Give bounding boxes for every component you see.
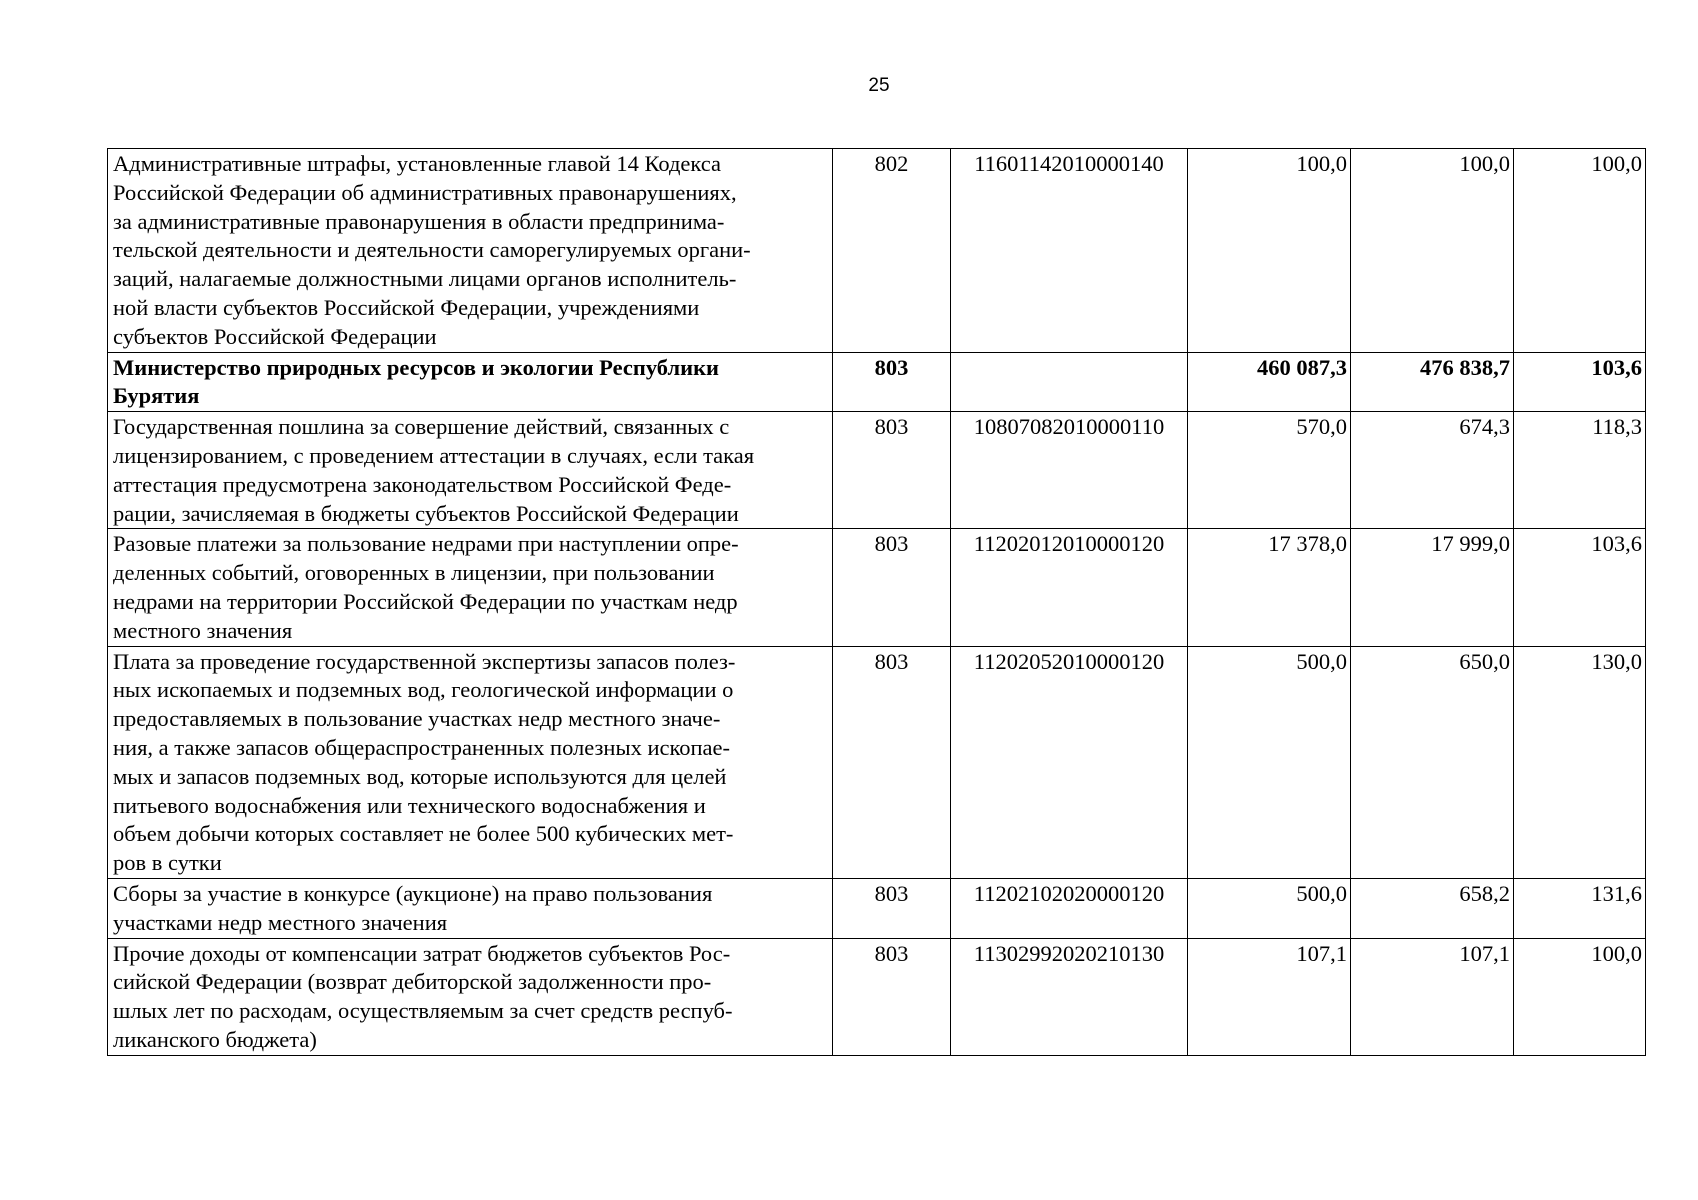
budget-classification-code-cell: 11302992020210130 <box>951 938 1188 1055</box>
revenue-name-cell <box>108 352 833 412</box>
revenue-name-line: лицензированием, с проведением аттестации в случаях, если такая <box>113 442 755 468</box>
revenue-name-line: Российской Федерации об административных правонарушениях, <box>113 179 737 205</box>
revenue-name-line: предоставляемых в пользование участках недр местного значе- <box>113 706 721 732</box>
revenue-name-line: Сборы за участие в конкурсе (аукционе) на право пользования <box>113 880 713 906</box>
revenue-name-line: ных ископаемых и подземных вод, геологической информации о <box>113 677 734 703</box>
percent-cell: 100,0 <box>1514 149 1646 353</box>
planned-amount-cell: 500,0 <box>1188 878 1351 938</box>
revenue-name-line: аттестация предусмотрена законодательством Российской Феде- <box>113 471 732 497</box>
revenue-name-cell <box>108 938 833 1055</box>
budget-classification-code-cell: 11601142010000140 <box>951 149 1188 353</box>
administrator-code-cell: 803 <box>833 352 951 412</box>
revenue-name-line: за административные правонарушения в области предпринима- <box>113 208 725 234</box>
revenue-name-line: Плата за проведение государственной экспертизы запасов полез- <box>113 648 736 674</box>
actual-amount-cell: 100,0 <box>1351 149 1514 353</box>
planned-amount-cell: 500,0 <box>1188 646 1351 878</box>
revenue-name-line: рации, зачисляемая в бюджеты субъектов Российской Федерации <box>113 500 739 526</box>
revenue-name-line: Прочие доходы от компенсации затрат бюджетов субъектов Рос- <box>113 940 731 966</box>
revenue-name-line: шлых лет по расходам, осуществляемым за счет средств респуб- <box>113 998 733 1024</box>
table-row <box>108 529 1646 646</box>
budget-classification-code-cell: 11202102020000120 <box>951 878 1188 938</box>
revenue-name-line: участками недр местного значения <box>113 909 448 935</box>
actual-amount-cell: 658,2 <box>1351 878 1514 938</box>
revenue-name-line: тельской деятельности и деятельности саморегулируемых органи- <box>113 237 751 263</box>
revenue-name-line: ликанского бюджета) <box>113 1026 317 1052</box>
revenue-name-line: питьевого водоснабжения или технического водоснабжения и <box>113 792 706 818</box>
revenue-name-line: Административные штрафы, установленные главой 14 Кодекса <box>113 151 722 176</box>
budget-classification-code-cell: 11202012010000120 <box>951 529 1188 646</box>
revenue-name-line: Бурятия <box>113 383 200 409</box>
revenue-name-cell <box>108 529 833 646</box>
revenue-name-line: деленных событий, оговоренных в лицензии, при пользовании <box>113 560 715 586</box>
revenue-name-line: ров в сутки <box>113 850 222 876</box>
percent-cell: 130,0 <box>1514 646 1646 878</box>
table-row <box>108 412 1646 529</box>
actual-amount-cell: 476 838,7 <box>1351 352 1514 412</box>
planned-amount-cell: 570,0 <box>1188 412 1351 529</box>
revenue-table <box>107 148 1646 1056</box>
actual-amount-cell: 17 999,0 <box>1351 529 1514 646</box>
table-body <box>108 149 1646 1056</box>
administrator-code-cell: 803 <box>833 412 951 529</box>
revenue-name-line: недрами на территории Российской Федерации по участкам недр <box>113 588 738 614</box>
percent-cell: 100,0 <box>1514 938 1646 1055</box>
table-row <box>108 646 1646 878</box>
budget-classification-code-cell: 11202052010000120 <box>951 646 1188 878</box>
planned-amount-cell: 107,1 <box>1188 938 1351 1055</box>
revenue-name-cell <box>108 412 833 529</box>
percent-cell: 103,6 <box>1514 529 1646 646</box>
actual-amount-cell: 674,3 <box>1351 412 1514 529</box>
page-number: 25 <box>868 75 890 96</box>
percent-cell: 103,6 <box>1514 352 1646 412</box>
revenue-name-line: заций, налагаемые должностными лицами органов исполнитель- <box>113 266 737 292</box>
revenue-name-line: Разовые платежи за пользование недрами при наступлении опре- <box>113 531 739 557</box>
revenue-name-cell <box>108 646 833 878</box>
planned-amount-cell: 100,0 <box>1188 149 1351 353</box>
revenue-name-cell <box>108 878 833 938</box>
table-row <box>108 352 1646 412</box>
percent-cell: 118,3 <box>1514 412 1646 529</box>
budget-classification-code-cell <box>951 352 1188 412</box>
revenue-name-line: мых и запасов подземных вод, которые используются для целей <box>113 763 727 789</box>
actual-amount-cell: 107,1 <box>1351 938 1514 1055</box>
revenue-name-line: ной власти субъектов Российской Федерации, учреждениями <box>113 294 700 320</box>
administrator-code-cell: 802 <box>833 149 951 353</box>
actual-amount-cell: 650,0 <box>1351 646 1514 878</box>
revenue-name-line: Министерство природных ресурсов и экологии Республики <box>113 354 719 380</box>
administrator-code-cell: 803 <box>833 646 951 878</box>
revenue-name-cell <box>108 149 833 353</box>
table-row <box>108 938 1646 1055</box>
planned-amount-cell: 460 087,3 <box>1188 352 1351 412</box>
administrator-code-cell: 803 <box>833 938 951 1055</box>
revenue-name-line: сийской Федерации (возврат дебиторской задолженности про- <box>113 969 712 995</box>
administrator-code-cell: 803 <box>833 529 951 646</box>
revenue-name-line: местного значения <box>113 617 293 643</box>
table-row <box>108 878 1646 938</box>
planned-amount-cell: 17 378,0 <box>1188 529 1351 646</box>
administrator-code-cell: 803 <box>833 878 951 938</box>
revenue-name-line: объем добычи которых составляет не более 500 кубических мет- <box>113 821 734 847</box>
percent-cell: 131,6 <box>1514 878 1646 938</box>
budget-classification-code-cell: 10807082010000110 <box>951 412 1188 529</box>
revenue-name-line: ния, а также запасов общераспространенных полезных ископае- <box>113 734 731 760</box>
revenue-name-line: субъектов Российской Федерации <box>113 323 437 349</box>
revenue-name-line: Государственная пошлина за совершение действий, связанных с <box>113 414 730 440</box>
table-row <box>108 149 1646 353</box>
